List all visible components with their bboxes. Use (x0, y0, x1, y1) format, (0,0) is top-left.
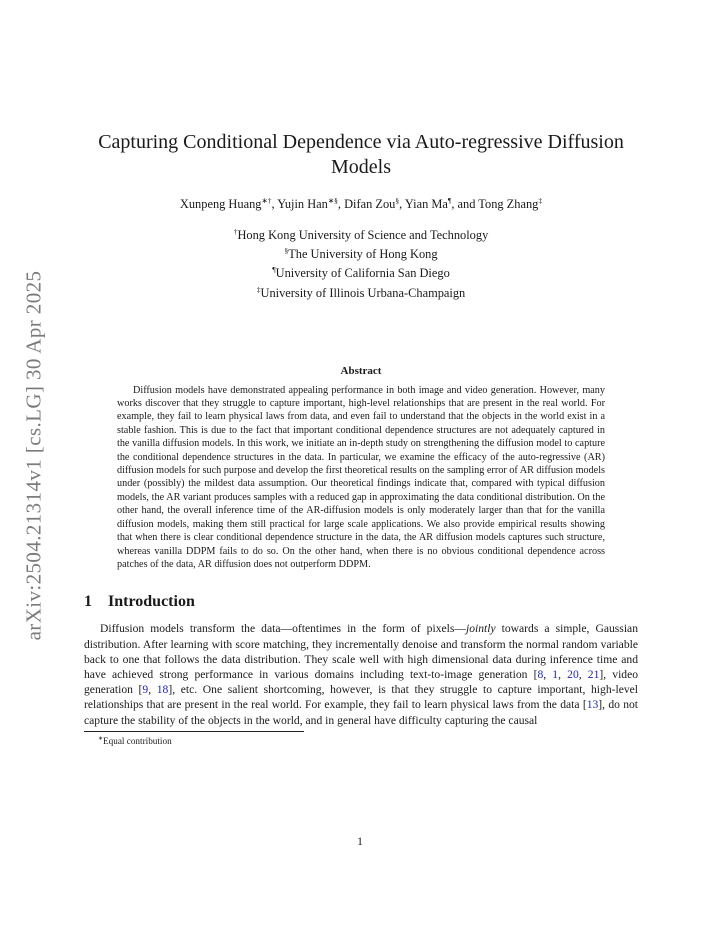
author-affiliation-mark: ∗§ (327, 196, 338, 205)
affiliation-name: The University of Hong Kong (288, 247, 438, 262)
author-affiliation-mark: ¶ (447, 196, 452, 205)
author-name: Difan Zou (344, 197, 396, 212)
citation-link[interactable]: 9 (142, 683, 149, 697)
author-affiliation-mark: ∗† (261, 196, 272, 205)
citation-link[interactable]: 1 (552, 667, 559, 681)
affiliation-mark: † (233, 227, 238, 237)
affiliation-mark: ¶ (272, 265, 276, 275)
paragraph-text: ], do not capture the stability of the objects in the world, and in general have difficulty capturing the causal (84, 698, 639, 727)
affiliation-line (84, 243, 638, 262)
author-separator: , (337, 197, 345, 212)
author-separator: , (271, 197, 278, 212)
affiliation-name: University of California San Diego (275, 266, 450, 281)
page-number: 1 (357, 836, 363, 848)
affiliation-name: Hong Kong University of Science and Technology (237, 228, 489, 243)
section-number: 1 (84, 593, 92, 611)
affiliation-line (84, 282, 638, 301)
abstract-text: Diffusion models have demonstrated appealing performance in both image and video generation. However, many works discover that they struggle to capture important, high-level relationships that are present in the real world. For example, they fail to learn physical laws from data, and even fail to understand that the objects in the world exist in a stable fashion. This is due to the fact that important conditional dependence structures are not adequately captured in the vanilla diffusion models. In this work, we initiate an in-depth study on strengthening the diffusion model to capture the conditional dependence structures in the data. In particular, we examine the efficacy of the auto-regressive (AR) diffusion models for such purpose and develop the first theoretical results on the sampling error of AR diffusion models under (possibly) the mildest data assumption. Our theoretical findings indicate that, compared with typical diffusion models, the AR variant produces samples with a reduced gap in approximating the data conditional distribution. On the other hand, the overall inference time of the AR-diffusion models is only moderately larger than that for the vanilla diffusion models, making them still practical for large scale applications. We also provide empirical results showing that when there is clear conditional dependence structure in the data, the AR diffusion models captures such structure, whereas vanilla DDPM fails to do so. On the other hand, when there is no obvious conditional dependence across patches of the data, AR diffusion does not outperform DDPM. (117, 384, 605, 570)
affiliation-list (84, 224, 638, 301)
paragraph-text: , (543, 667, 553, 681)
author-list (84, 196, 638, 212)
abstract-heading: Abstract (340, 364, 382, 377)
paragraph-text: ], etc. One salient shortcoming, however, is that they struggle to capture important, high-level relationships that are present in the real world. For example, they fail to learn physical laws from the data [ (84, 683, 639, 712)
author-name: Yian Ma (404, 197, 448, 212)
author-separator: , and (451, 197, 479, 212)
citation-link[interactable]: 21 (587, 667, 600, 681)
affiliation-mark: § (284, 246, 289, 256)
affiliation-line (84, 262, 638, 281)
paragraph-text: ], video generation [ (84, 667, 639, 697)
footnote (84, 735, 638, 746)
footnote-text: Equal contribution (103, 735, 172, 746)
author-affiliation-mark: § (395, 196, 400, 205)
paragraph-text: , (558, 667, 568, 681)
author-name: Tong Zhang (478, 197, 539, 212)
introduction-paragraph (84, 621, 638, 727)
author-separator: , (399, 197, 405, 212)
paragraph-text: , (578, 667, 588, 681)
author-name: Yujin Han (277, 197, 328, 212)
paper-page (84, 130, 638, 746)
emphasis-text: jointly (465, 622, 496, 636)
footnote-divider (84, 731, 304, 732)
citation-link[interactable]: 18 (156, 683, 169, 697)
citation-link[interactable]: 20 (567, 667, 579, 681)
citation-link[interactable]: 13 (586, 698, 599, 712)
paragraph-text: Diffusion models transform the data—oftentimes in the form of pixels— (100, 622, 466, 636)
author-name: Xunpeng Huang (179, 197, 262, 212)
citation-link[interactable]: 8 (537, 667, 544, 681)
paragraph-text: towards a simple, Gaussian distribution. After learning with score matching, they incrementally denoise and transform the normal random variable back to one that follows the data distribution. They scale well with high dimensional data during inference time and have achieved strong performance in various domains including text-to-image generation [ (84, 622, 638, 681)
affiliation-line (84, 224, 638, 243)
section-heading (84, 593, 638, 611)
section-title: Introduction (108, 593, 195, 611)
affiliation-mark: ‡ (256, 284, 261, 294)
affiliation-name: University of Illinois Urbana-Champaign (260, 285, 466, 300)
arxiv-identifier-text: arXiv:2504.21314v1 [cs.LG] 30 Apr 2025 (21, 270, 46, 640)
arxiv-identifier-stamp (18, 250, 50, 660)
footnote-mark: ∗ (98, 735, 104, 742)
paragraph-text: , (148, 683, 157, 697)
author-affiliation-mark: ‡ (538, 196, 543, 205)
paper-title: Capturing Conditional Dependence via Auto-regressive Diffusion Models (98, 131, 624, 178)
